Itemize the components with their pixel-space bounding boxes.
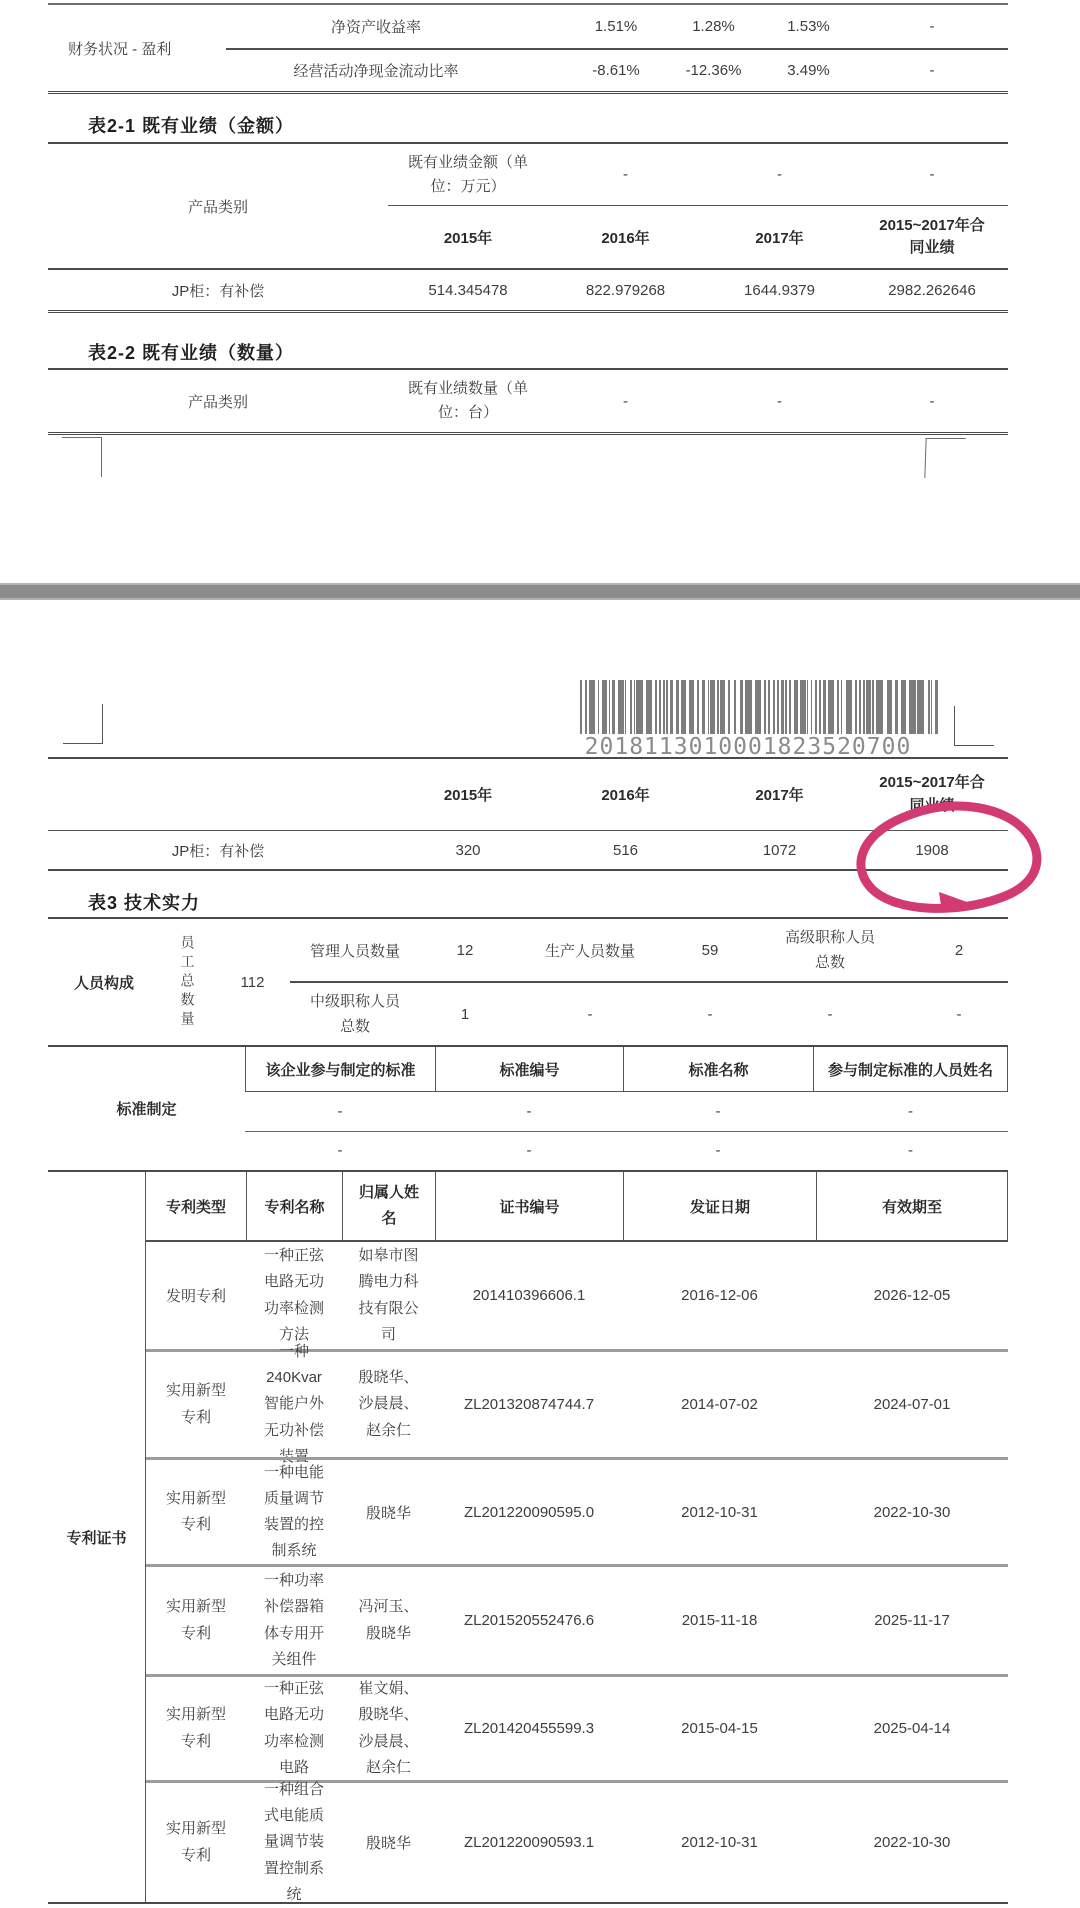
dash-cell: - <box>929 166 935 183</box>
corner-mark <box>924 438 965 478</box>
cell: - <box>827 1005 833 1023</box>
value-2017: 1072 <box>762 841 797 859</box>
column-header: 标准编号 <box>435 1047 623 1091</box>
finance-rows <box>226 5 1008 91</box>
barcode-number: 2018113010001823520700 <box>584 734 912 760</box>
issue-date: 2014-07-02 <box>681 1396 758 1413</box>
patent-row <box>146 1780 1008 1902</box>
patent-row <box>146 1564 1008 1674</box>
cell: 2 <box>954 941 964 959</box>
table-row <box>245 1092 1008 1132</box>
valid-until: 2024-07-01 <box>873 1396 951 1413</box>
dash-cell: - <box>337 1102 343 1120</box>
dash-cell: - <box>777 392 782 410</box>
value-2015: -8.61% <box>592 62 640 79</box>
patent-owner: 崔文娟、殷晓华、沙晨晨、赵余仁 <box>358 1680 419 1776</box>
patent-row <box>146 1457 1008 1564</box>
dash-cell: - <box>777 166 782 183</box>
section-label: 标准制定 <box>116 1101 177 1118</box>
patent-owner: 殷晓华 <box>365 1504 411 1522</box>
issue-date: 2012-10-31 <box>681 1834 758 1851</box>
patent-name: 一种240Kvar智能户外无功补偿装置 <box>263 1342 324 1465</box>
value-total: 2982.262646 <box>888 281 976 299</box>
patent-row <box>146 1674 1008 1780</box>
cell: - <box>587 1005 593 1023</box>
certificate-number: ZL201220090593.1 <box>463 1834 595 1851</box>
patent-type: 实用新型专利 <box>165 1706 226 1750</box>
issue-date: 2012-10-31 <box>681 1503 758 1521</box>
year-header: 2016年 <box>601 787 650 804</box>
year-header: 2016年 <box>601 229 650 247</box>
column-header: 参与制定标准的人员姓名 <box>813 1047 1008 1091</box>
table-row <box>48 268 1008 313</box>
dash-cell: - <box>908 1102 913 1120</box>
valid-until: 2022-10-30 <box>873 1503 951 1521</box>
value-2016: 516 <box>612 841 639 859</box>
issue-date: 2015-11-18 <box>681 1612 758 1629</box>
table-row <box>226 48 1008 91</box>
value-2016: 1.28% <box>692 18 735 35</box>
table3 <box>48 917 1008 1904</box>
cell: 59 <box>701 941 719 959</box>
table22 <box>48 368 1008 435</box>
patent-type: 发明专利 <box>165 1288 226 1305</box>
section-label: 专利证书 <box>48 1172 146 1902</box>
value-2015: 1.51% <box>594 18 638 35</box>
certificate-number: ZL201420455599.3 <box>463 1720 595 1737</box>
patent-row <box>146 1242 1008 1349</box>
table3-title: 表3 技术实力 <box>88 893 201 913</box>
certificate-number: 201410396606.1 <box>472 1287 586 1304</box>
dash-cell: - <box>337 1142 343 1160</box>
column-header: 产品类别 <box>187 198 248 216</box>
patent-name: 一种正弦电路无功功率检测方法 <box>263 1247 324 1343</box>
dash-cell: - <box>623 392 628 410</box>
dash-cell: - <box>715 1102 721 1120</box>
section-label: 人员构成 <box>73 974 134 992</box>
staff-total-value: 112 <box>240 973 265 991</box>
value-2017: 1.53% <box>787 18 830 35</box>
patent-owner: 冯河玉、殷晓华 <box>358 1598 419 1642</box>
standards-section <box>48 1047 1008 1172</box>
value-total: - <box>929 18 935 35</box>
table22-title: 表2-2 既有业绩（数量） <box>88 343 295 363</box>
certificate-number: ZL201220090595.0 <box>463 1503 595 1521</box>
valid-until: 2026-12-05 <box>873 1287 951 1304</box>
patent-type: 实用新型专利 <box>165 1820 226 1864</box>
dash-cell: - <box>526 1142 532 1160</box>
column-header: 归属人姓名 <box>342 1172 435 1240</box>
cell: 高级职称人员总数 <box>784 928 875 971</box>
corner-mark <box>63 704 103 744</box>
cell: - <box>956 1005 962 1023</box>
finance-profit-table <box>48 3 1008 94</box>
cell: 管理人员数量 <box>309 942 400 960</box>
dash-cell: - <box>623 166 628 183</box>
valid-until: 2025-11-17 <box>874 1612 950 1629</box>
finance-row-label: 财务状况 - 盈利 <box>68 40 172 58</box>
unit-header: 既有业绩数量（单位：台） <box>407 380 528 421</box>
patent-name: 一种正弦电路无功功率检测电路 <box>263 1680 324 1776</box>
value-2015: 514.345478 <box>428 281 508 299</box>
value-2016: 822.979268 <box>585 281 666 299</box>
patent-row <box>146 1342 1008 1465</box>
cell: - <box>707 1005 713 1023</box>
year-header: 2015~2017年合同业绩 <box>879 216 985 256</box>
column-header: 专利类型 <box>165 1198 226 1216</box>
column-header: 证书编号 <box>435 1172 623 1240</box>
table21-title: 表2-1 既有业绩（金额） <box>88 116 295 136</box>
value-2017: 3.49% <box>787 62 830 79</box>
table-row <box>226 5 1008 48</box>
year-header: 2015年 <box>443 787 493 804</box>
table21 <box>48 142 1008 313</box>
cell: 1 <box>460 1005 470 1023</box>
product-label: JP柜：有补偿 <box>171 842 265 860</box>
page-break-bar <box>0 585 1080 598</box>
table-row <box>245 1132 1008 1171</box>
patent-owner: 如皋市图腾电力科技有限公司 <box>358 1247 419 1343</box>
patent-name: 一种电能质量调节装置的控制系统 <box>263 1463 324 1560</box>
staff-total-label: 员工总数量 <box>179 934 196 1030</box>
certificate-number: ZL201320874744.7 <box>463 1396 595 1413</box>
column-header: 产品类别 <box>187 393 248 411</box>
dash-cell: - <box>715 1142 721 1160</box>
issue-date: 2015-04-15 <box>681 1720 758 1737</box>
value-2016: -12.36% <box>685 62 742 79</box>
patent-name: 一种组合式电能质量调节装置控制系统 <box>263 1780 324 1903</box>
issue-date: 2016-12-06 <box>681 1287 758 1304</box>
indicator-name: 净资产收益率 <box>330 19 421 36</box>
dash-cell: - <box>526 1102 532 1120</box>
patent-type: 实用新型专利 <box>165 1489 226 1533</box>
cell: 12 <box>456 941 474 959</box>
product-label: JP柜：有补偿 <box>171 282 265 300</box>
column-header: 专利名称 <box>246 1172 342 1240</box>
indicator-name: 经营活动净现金流动比率 <box>293 63 459 80</box>
value-total: - <box>929 62 935 79</box>
value-total-circled: 1908 <box>915 841 949 859</box>
corner-mark <box>954 706 994 746</box>
patent-name: 一种功率补偿器箱体专用开关组件 <box>263 1572 324 1668</box>
patent-owner: 殷晓华、沙晨晨、赵余仁 <box>358 1369 419 1439</box>
dash-cell: - <box>929 392 935 410</box>
unit-header: 既有业绩金额（单位：万元） <box>407 153 528 195</box>
table-row <box>290 919 1008 981</box>
corner-mark <box>62 437 102 477</box>
table-row <box>290 981 1008 1045</box>
valid-until: 2025-04-14 <box>873 1720 951 1737</box>
column-header: 标准名称 <box>623 1047 813 1091</box>
certificate-number: ZL201520552476.6 <box>463 1612 595 1629</box>
patent-type: 实用新型专利 <box>165 1382 226 1426</box>
value-2015: 320 <box>455 841 481 859</box>
year-header: 2017年 <box>755 787 804 804</box>
dash-cell: - <box>908 1142 913 1160</box>
year-header: 2015年 <box>443 229 493 247</box>
year-header: 2015~2017年合同业绩 <box>879 774 985 814</box>
barcode-image <box>580 680 942 734</box>
personnel-section <box>48 919 1008 1047</box>
column-header: 该企业参与制定的标准 <box>245 1047 435 1091</box>
empty-header-cell <box>48 759 388 830</box>
valid-until: 2022-10-30 <box>873 1834 951 1851</box>
year-header: 2017年 <box>755 229 804 247</box>
value-2017: 1644.9379 <box>744 281 815 299</box>
column-header: 有效期至 <box>816 1172 1008 1240</box>
patent-type: 实用新型专利 <box>165 1598 226 1642</box>
patents-section <box>48 1172 1008 1904</box>
cell: 中级职称人员总数 <box>309 992 400 1035</box>
patent-owner: 殷晓华 <box>365 1835 411 1852</box>
column-header: 发证日期 <box>623 1172 816 1240</box>
cell: 生产人员数量 <box>544 942 635 960</box>
highlight-circle-annotation <box>843 793 1053 923</box>
